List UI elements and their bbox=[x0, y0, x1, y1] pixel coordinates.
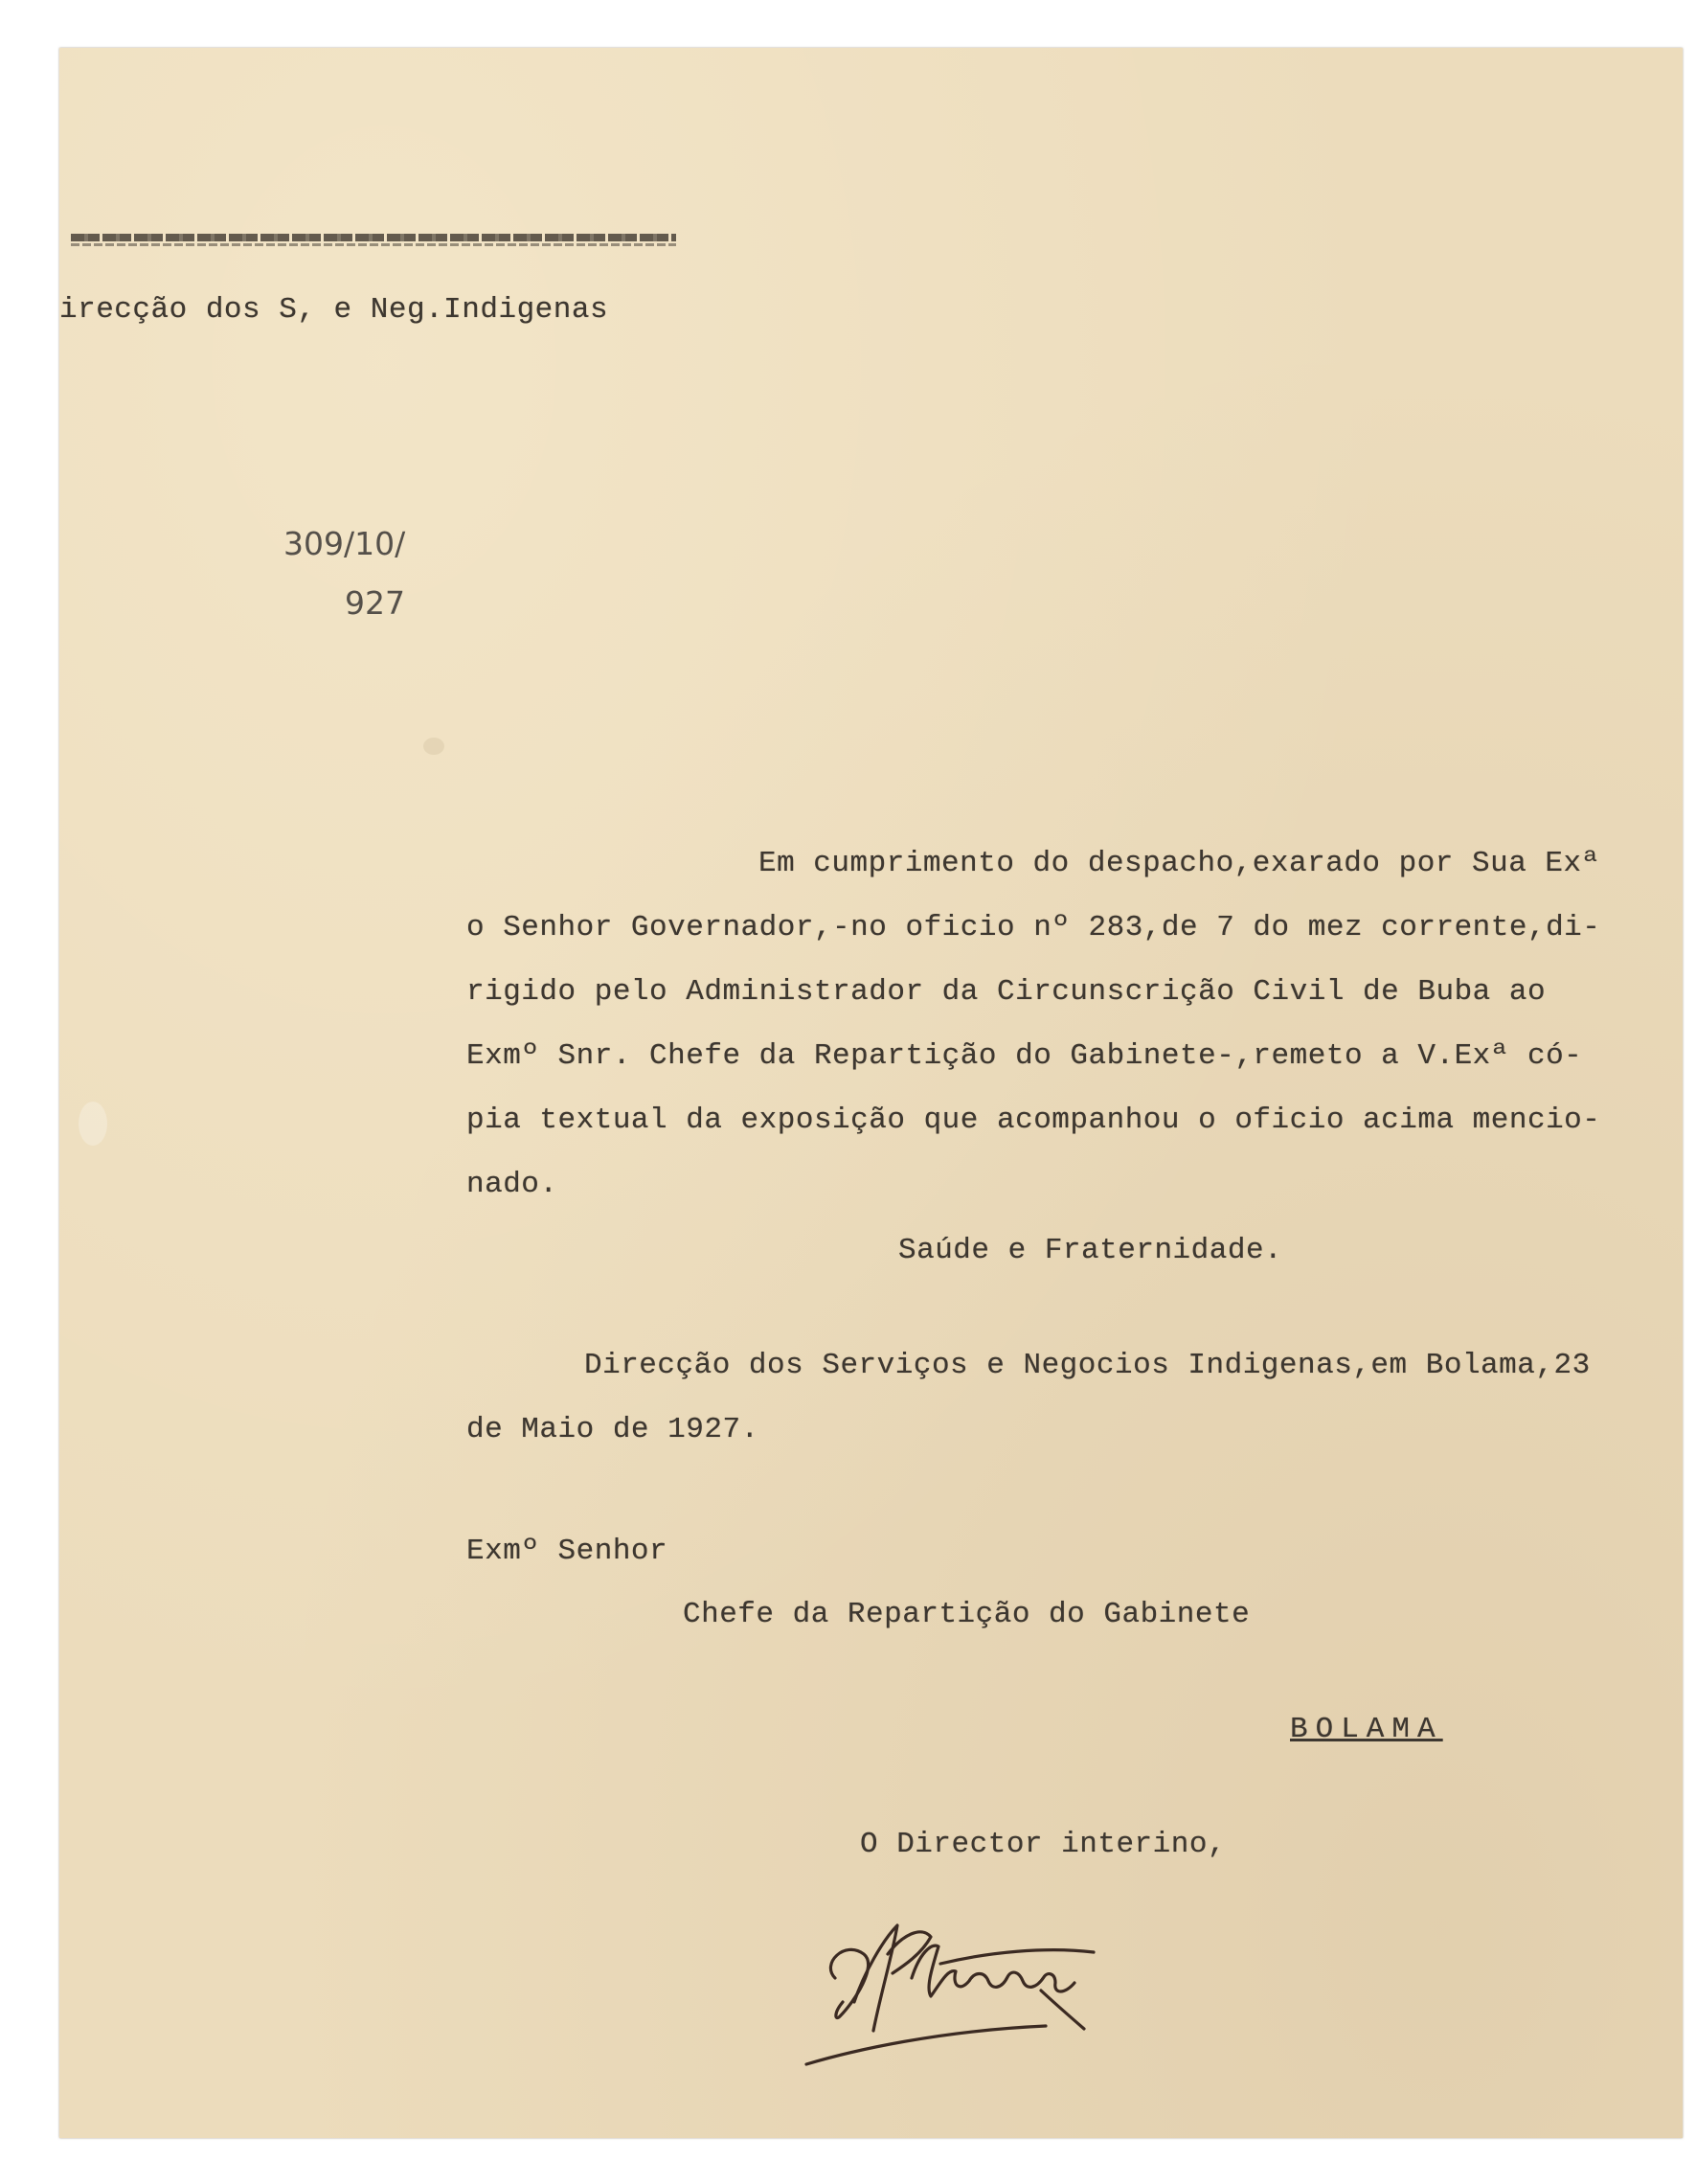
body-line-1: Em cumprimento do despacho,exarado por Sua Exª bbox=[758, 847, 1600, 880]
body-line-5: pia textual da exposição que acompanhou o oficio acima mencio- bbox=[466, 1103, 1601, 1137]
addressee-city: BOLAMA bbox=[1290, 1713, 1443, 1746]
greeting: Saúde e Fraternidade. bbox=[898, 1234, 1283, 1267]
document-page bbox=[59, 48, 1683, 2138]
body-line-2: o Senhor Governador,-no oficio nº 283,de 7 do mez corrente,di- bbox=[466, 911, 1601, 944]
body-line-3: rigido pelo Administrador da Circunscrição Civil de Buba ao bbox=[466, 975, 1547, 1009]
body-line-6: nado. bbox=[466, 1168, 558, 1201]
body-line-4: Exmº Snr. Chefe da Repartição do Gabinete-,remeto a V.Exª có- bbox=[466, 1039, 1583, 1073]
paper-stain bbox=[423, 738, 444, 755]
header-rule-underline bbox=[71, 243, 676, 246]
reference-number-line1: 309/10/ bbox=[283, 525, 406, 562]
header-rule bbox=[71, 234, 676, 241]
addressee-title: Chefe da Repartição do Gabinete bbox=[683, 1598, 1251, 1631]
handwritten-signature bbox=[797, 1897, 1142, 2079]
addressee-salutation: Exmº Senhor bbox=[466, 1535, 668, 1568]
signatory-role: O Director interino, bbox=[860, 1828, 1227, 1861]
place-date-line-1: Direcção dos Serviços e Negocios Indigenas,em Bolama,23 bbox=[584, 1349, 1591, 1382]
place-date-line-2: de Maio de 1927. bbox=[466, 1413, 759, 1446]
reference-number-line2: 927 bbox=[345, 584, 405, 622]
paper-crease bbox=[79, 1102, 107, 1146]
department-heading: irecção dos S, e Neg.Indigenas bbox=[59, 293, 609, 327]
